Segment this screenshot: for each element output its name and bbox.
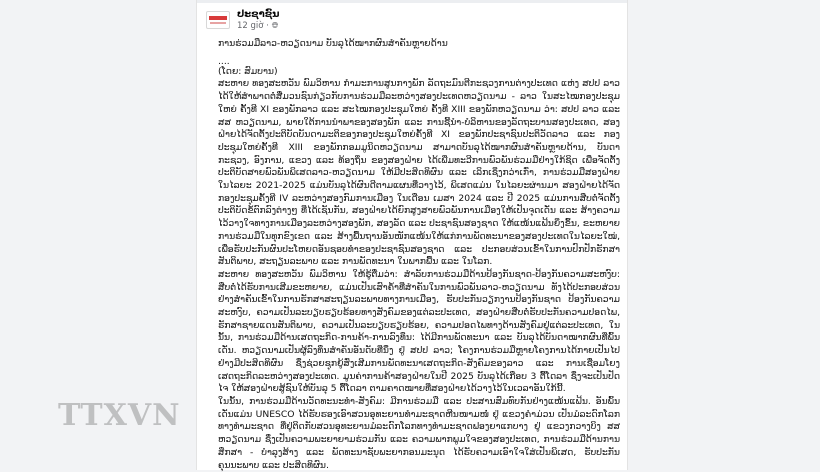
post-title: ການຮ່ວມມືລາວ-ຫວຽດນາມ ບັນລຸໄດ້ໝາກຜົນສຳຄັນຫຼາຍດ້ານ bbox=[218, 38, 448, 49]
page-avatar[interactable] bbox=[206, 11, 230, 29]
post-timestamp[interactable]: 12 giờ · 🌐︎ bbox=[237, 21, 279, 31]
time-text: 12 giờ bbox=[237, 21, 264, 31]
divider bbox=[197, 0, 627, 3]
watermark-logo: TTXVN bbox=[58, 398, 181, 433]
byline: (ໂດຍ: ສົມບານ) bbox=[218, 65, 278, 77]
facebook-post-card bbox=[196, 0, 628, 470]
globe-icon: 🌐︎ bbox=[271, 21, 279, 31]
paragraph: ສະຫາຍ ທອງສະຫວັນ ພົມວິຫານ ກຳມະການສູນກາງພັກ ລັດຖະມົນຕີກະຊວງການຕ່າງປະເທດ ແຫ່ງ ສປປ ລາວ ໄດ້ໃຫ້ສຳພາດຕໍ່ສື່ມວນຊົນກ່ຽວກັບການຮ່ວມມືລະຫວ່າງສອງປະເທດຫວຽດນາມ - ລາວ ໃນສະໄໝກອງປະຊຸມໃຫຍ່ ຄັ້ງທີ XI ຂອງພັກລາວ ແລະ ສະໄໝກອງປະຊຸມໃຫຍ່ ຄັ້ງທີ XIII ຂອງພັກຫວຽດນາມ ວ່າ: ສປປ ລາວ ແລະ ສສ ຫວຽດນາມ, ພາຍໃຕ້ການນຳພາຂອງສອງພັກ ແລະ ການຊີ້ນຳ-ບໍລິຫານຂອງລັດຖະບານສອງປະເທດ, ສອງຝ່າຍໄດ້ຈັດຕັ້ງປະຕິບັດບັນດາມະຕິຂອງກອງປະຊຸມໃຫຍ່ຄັ້ງທີ XI ຂອງພັກປະຊາຊົນປະຕິວັດລາວ ແລະ ກອງປະຊຸມໃຫຍ່ຄັ້ງທີ XIII ຂອງພັກກອມມູນິດຫວຽດນາມ ສາມາດບັນລຸໄດ້ໝາກຜົນສຳຄັນຫຼາຍດ້ານ, ບັນດາກະຊວງ, ອົງການ, ແຂວງ ແລະ ທ້ອງຖິ່ນ ຂອງສອງຝ່າຍ ໄດ້ເພີ່ມທະວີການພົວພັນຮ່ວມມືຢ່າງໃກ້ຊິດ ເພື່ອຈັດຕັ້ງປະຕິບັດສາຍພົວພັນພິເສດລາວ-ຫວຽດນາມ ໃຫ້ມີປະສິດທິຜົນ ແລະ ເລິກເຊິ່ງກວ່າເກົ່າ, ການຮ່ວມມືສອງຝ່າຍ ໃນໄລຍະ 2021-2025 ແມ່ນບັນລຸໄດ້ຜົນດີຕາມແຜນທີ່ວາງໄວ້, ພິເສດແມ່ນ ໃນໄລຍະຜ່ານມາ ສອງຝ່າຍໄດ້ຈັດກອງປະຊຸມຄັ້ງທີ IV ລະຫວ່າງສອງກົມການເມືອງ ໃນເດືອນ ເມສາ 2024 ແລະ ປີ 2025 ແມ່ນການສືບຕໍ່ຈັດຕັ້ງປະຕິບັດຂໍ້ຕົກລົງຕ່າງໆ ທີ່ໄດ້ເຊັນກັນ, ສອງຝ່າຍໄດ້ຍົກສູງສາຍພົວພັນການເມືອງໃຫ້ເປັນຈຸດເດັ່ນ ແລະ ສ້າງຄວາມໄວ້ວາງໃຈທາງການເມືອງລະຫວ່າງສອງພັກ, ສອງລັດ ແລະ ປະຊາຊົນສອງຊາດ ໃຫ້ແໜ້ນແຟ້ນຍິ່ງຂຶ້ນ, ຂະຫຍາຍການຮ່ວມມືໃນທຸກຂົງເຂດ ແລະ ສ້າງພື້ນຖານອັນໜັກແໜ້ນໃຫ້ແກ່ການພັດທະນາຂອງສອງປະເທດໃນໄລຍະໃໝ່, ເພື່ອຮັບປະກັນຜົນປະໂຫຍດອັນຊອບທຳຂອງປະຊາຊົນສອງຊາດ ແລະ ປະກອບສ່ວນເຂົ້າໃນການປົກປັກຮັກສາສັນຕິພາບ, ສະຖຽນລະພາບ ແລະ ການພັດທະນາ ໃນພາກພື້ນ ແລະ ໃນໂລກ. bbox=[218, 78, 620, 268]
paragraph: ສະຫາຍ ທອງສະຫວັນ ພົມວິຫານ ໃຫ້ຮູ້ຕື່ມວ່າ: ສຳລັບການຮ່ວມມືດ້ານປ້ອງກັນຊາດ-ປ້ອງກັນຄວາມສະຫງົບ: ສືບຕໍ່ໄດ້ຮັບການເສີມຂະຫຍາຍ, ແມ່ນເປັນເສົາຄ້ຳທີ່ສຳຄັນໃນການພົວພັນລາວ-ຫວຽດນາມ ທັງໄດ້ປະກອບສ່ວນຢ່າງສຳຄັນເຂົ້າໃນການຮັກສາສະຖຽນລະພາບທາງການເມືອງ, ຮັບປະກັນວຽກງານປ້ອງກັນຊາດ ປ້ອງກັນຄວາມສະຫງົບ, ຄວາມເປັນລະບຽບຮຽບຮ້ອຍທາງສັງຄົມຂອງແຕ່ລະປະເທດ, ສອງຝ່າຍສືບຕໍ່ຮັບປະກັນຄວາມປອດໄພ, ຮັກສາຊາຍແດນສັນຕິພາບ, ຄວາມເປັນລະບຽບຮຽບຮ້ອຍ, ຄວາມປອດໄພທາງດ້ານສັງຄົມຢູ່ແຕ່ລະປະເທດ, ໃນນັ້ນ, ການຮ່ວມມືດ້ານເສດຖະກິດ-ການຄ້າ-ການລົງທຶນ: ໄດ້ມີການພັດທະນາ ແລະ ບັນລຸໄດ້ບັນດາໝາກຜົນທີ່ພົ້ນເດັ່ນ. ຫວຽດນາມເປັນຜູ້ລົງທຶນສຳຄັນອັນດັບທີ່ນຶ່ງ ຢູ່ ສປປ ລາວ; ໂຄງການຮ່ວມມືຫຼາຍໂຄງການໄດ້ກາຍເປັນໄປຢ່າງມີປະສິດທິຜົນ ຊຶ່ງຊ່ວຍຊຸກຍູ້ສົ່ງເສີມການພັດທະນາເສດຖະກິດ-ສັງຄົມຂອງລາວ ແລະ ການເຊື່ອມໂຍງເສດຖະກິດລະຫວ່າງສອງປະເທດ. ມູນຄ່າການຄ້າສອງຝ່າຍໃນປີ 2025 ບັນລຸໄດ້ເກືອບ 3 ຕື້ໂດລາ ຊຶ່ງຈະເປັນປັດໄຈ ໃຫ້ສອງຝ່າຍສູ້ຊົນໃຫ້ບັນລຸ 5 ຕື້ໂດລາ ຕາມຄາດໝາຍທີ່ສອງຝ່າຍໄດ້ວາງໄວ້ໃນເວລາອັນໃກ້ນີ້. bbox=[218, 268, 620, 395]
ellipsis: .... bbox=[218, 55, 230, 67]
page-name[interactable]: ປະຊາຊົນ bbox=[237, 9, 280, 20]
paragraph: ໃນນັ້ນ, ການຮ່ວມມືດ້ານວັດທະນະທຳ-ສັງຄົມ: ມີການຮ່ວມມື ແລະ ປະສານສົມທົບກັນຢ່າງແໜ້ນແຟ້ນ. ອັນພົ້ນເດັ່ນແມ່ນ UNESCO ໄດ້ຮັບຮອງເອົາສວນອຸທະຍານທຳມະຊາດຫີນໜາມໜໍ່ ຢູ່ ແຂວງຄຳມ່ວນ ເປັນມໍລະດົກໂລກທາງທຳມະຊາດ ທີ່ຢູ່ຕິດກັບສວນອຸທະຍານມໍລະດົກໂລກທາງທຳມະຊາດຟອງຍາແກບາງ ຢູ່ ແຂວງກວາງບິງ ສສ ຫວຽດນາມ ຊຶ່ງເປັນຄວາມພະຍາຍາມຮ່ວມກັນ ແລະ ຄວາມພາກພູມໃຈຂອງສອງປະເທດ, ການຮ່ວມມືດ້ານການສຶກສາ - ບຳລຸງສ້າງ ແລະ ພັດທະນາຊັບພະຍາກອນມະນຸດ ໄດ້ຮັບຄວາມເອົາໃຈໃສ່ເປັນພິເສດ, ຮັບປະກັນຄຸນນະພາບ ແລະ ປະສິດທິຜົນ. bbox=[218, 395, 620, 471]
post-header bbox=[206, 8, 279, 32]
post-body bbox=[218, 38, 620, 472]
